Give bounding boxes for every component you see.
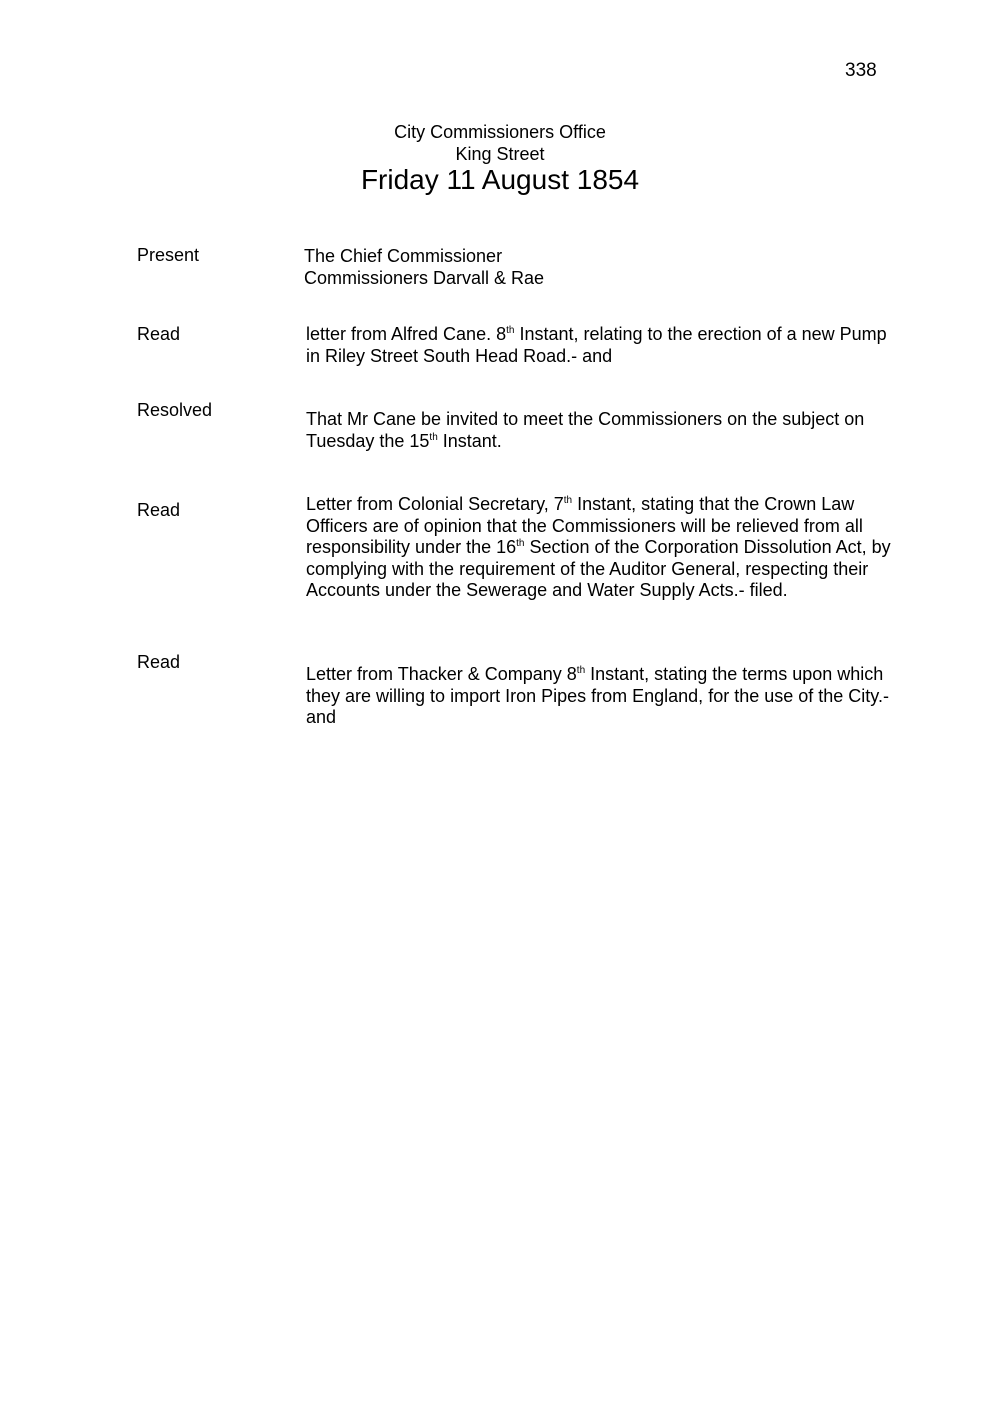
minute-entry-text: That Mr Cane be invited to meet the Commissioners on the subject on Tuesday the 15th Instant.: [306, 409, 865, 451]
entry-label-read: Read: [137, 652, 181, 672]
meeting-date-title: Friday 11 August 1854: [360, 164, 640, 195]
office-heading: City Commissioners Office: [394, 122, 606, 142]
attendees-list: [304, 245, 894, 289]
page-number: 338: [845, 60, 877, 81]
minute-entry-text: Letter from Thacker & Company 8th Instant, stating the terms upon which they are willing to import Iron Pipes from England, for the use of the City.- and: [306, 664, 889, 727]
present-label: Present: [137, 245, 200, 265]
attendee-line: The Chief Commissioner: [304, 246, 503, 266]
attendee-line: Commissioners Darvall & Rae: [304, 268, 545, 288]
entry-label-read: Read: [137, 324, 181, 344]
entry-label-read: Read: [137, 500, 181, 520]
minute-entry-text: Letter from Colonial Secretary, 7th Instant, stating that the Crown Law Officers are of opinion that the Commissioners will be relieved from all responsibility under the 16th Section of the Corporation Dissolution Act, by complying with the requirement of the Auditor General, respecting their Accounts under the Sewerage and Water Supply Acts.- filed.: [306, 494, 891, 600]
minute-entry-text: letter from Alfred Cane. 8th Instant, relating to the erection of a new Pump in Riley Street South Head Road.- and: [306, 324, 887, 366]
entry-label-resolved: Resolved: [137, 400, 213, 420]
street-heading: King Street: [455, 144, 545, 164]
